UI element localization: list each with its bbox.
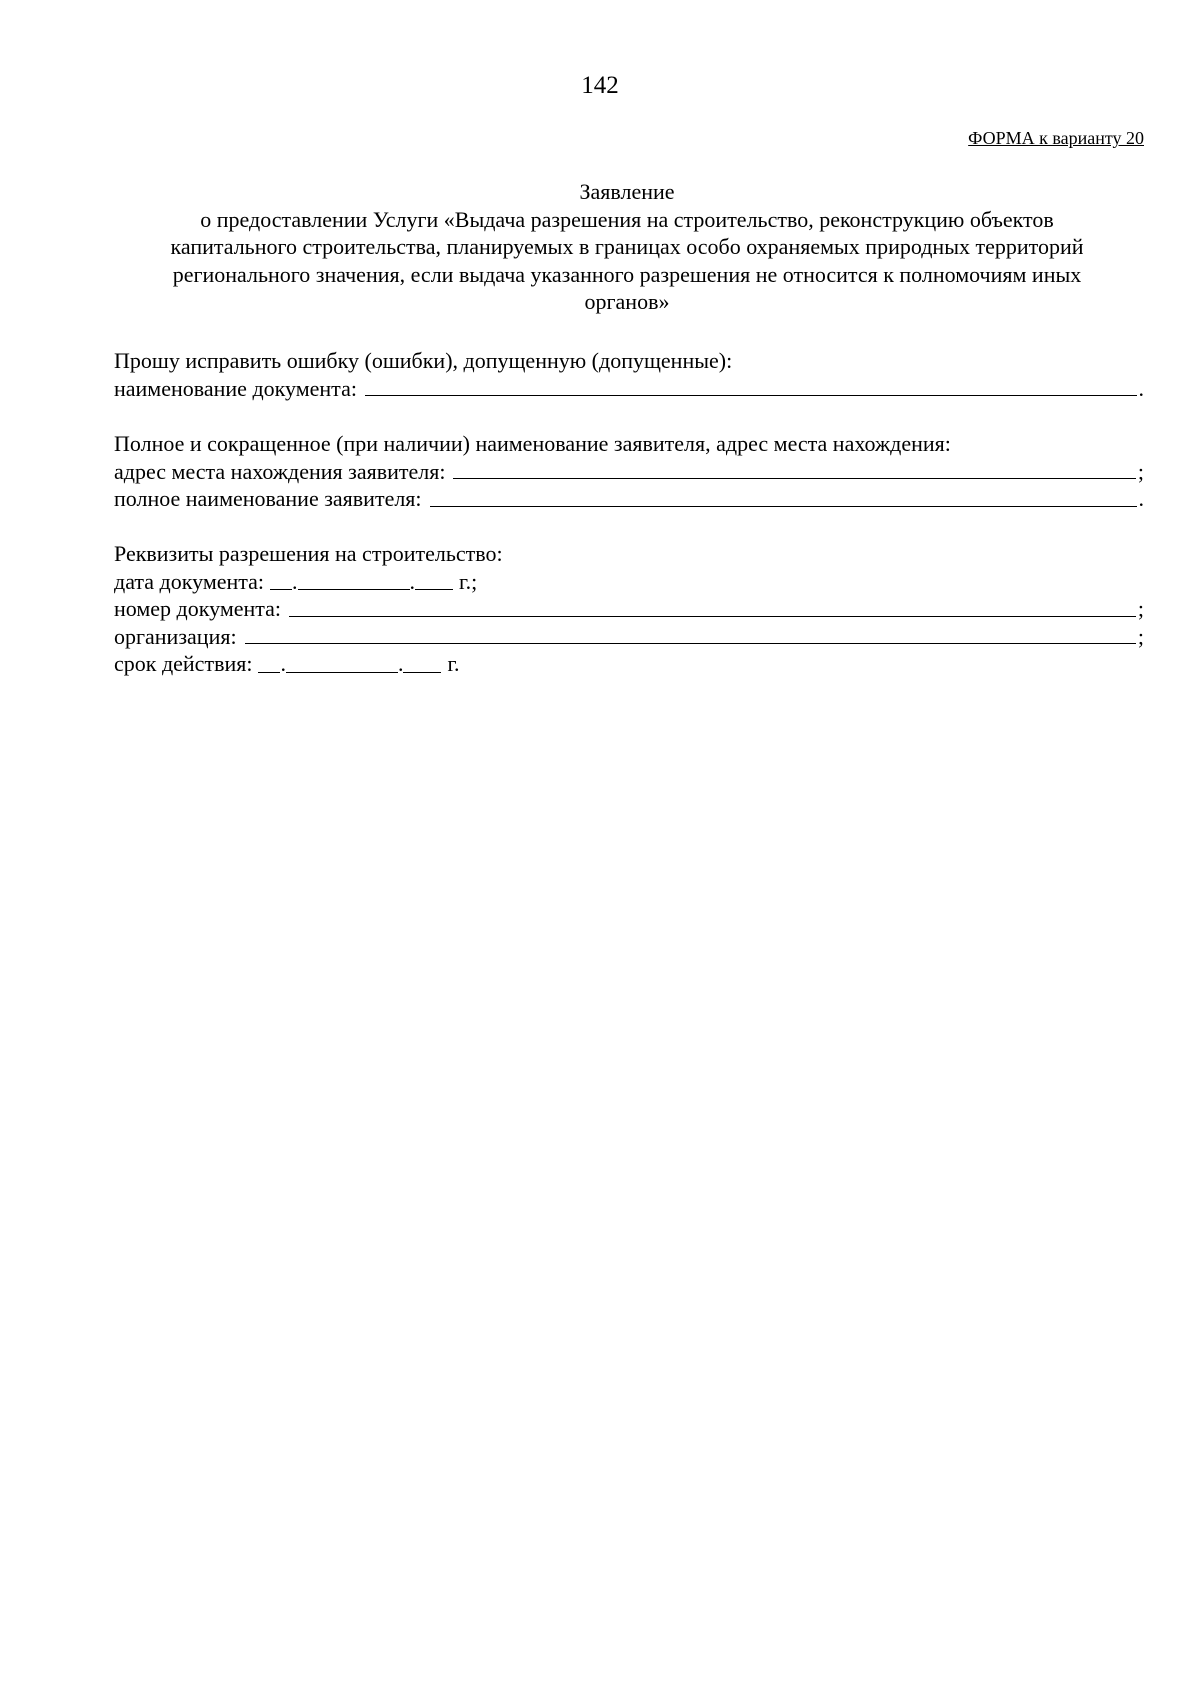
org-row <box>114 623 1144 651</box>
org-field[interactable] <box>245 643 1136 644</box>
doc-date-day-field[interactable] <box>270 569 292 590</box>
doc-number-label: номер документа: <box>114 596 282 621</box>
doc-date-row <box>114 568 1144 596</box>
validity-year-field[interactable] <box>403 652 441 673</box>
full-name-end: . <box>1138 486 1144 511</box>
title-line-1: о предоставлении Услуги «Выдача разрешения на строительство, реконструкцию объектов <box>200 206 1054 232</box>
doc-name-field[interactable] <box>365 395 1137 396</box>
doc-number-field[interactable] <box>289 616 1136 617</box>
doc-date-year-field[interactable] <box>415 569 453 590</box>
title-line-3: регионального значения, если выдача указанного разрешения не относится к полномочиям иных <box>172 261 1082 287</box>
validity-day-field[interactable] <box>258 652 280 673</box>
address-row <box>114 458 1144 486</box>
doc-date-month-field[interactable] <box>298 569 410 590</box>
doc-number-row <box>114 595 1144 623</box>
form-reference: ФОРМА к варианту 20 <box>968 128 1144 148</box>
org-end: ; <box>1137 623 1144 649</box>
full-name-field[interactable] <box>430 506 1137 507</box>
validity-row <box>114 650 1144 678</box>
org-label: организация: <box>114 623 237 649</box>
document-title <box>112 178 1142 316</box>
title-line-4: органов» <box>584 289 670 314</box>
full-name-label: полное наименование заявителя: <box>114 486 422 511</box>
page-number: 142 <box>581 72 619 99</box>
address-end: ; <box>1137 458 1144 484</box>
validity-dot-2: . <box>397 651 404 676</box>
applicant-section <box>114 430 1144 513</box>
doc-date-suffix: г.; <box>459 568 478 594</box>
title-line-2: капитального строительства, планируемых в границах особо охраняемых природных территорий <box>170 234 1084 259</box>
error-section <box>114 347 1144 402</box>
address-field[interactable] <box>453 478 1135 479</box>
title-heading: Заявление <box>579 179 675 204</box>
full-name-row <box>114 485 1144 513</box>
validity-dot-1: . <box>280 651 286 676</box>
address-label: адрес места нахождения заявителя: <box>114 458 446 484</box>
doc-date-dot-1: . <box>292 568 298 594</box>
doc-date-label: дата документа: <box>114 568 265 594</box>
validity-suffix: г. <box>447 651 460 676</box>
validity-month-field[interactable] <box>286 652 398 673</box>
validity-label: срок действия: <box>114 651 253 676</box>
doc-name-label: наименование документа: <box>114 375 357 401</box>
doc-number-end: ; <box>1137 596 1144 621</box>
doc-date-dot-2: . <box>409 568 416 594</box>
permit-intro: Реквизиты разрешения на строительство: <box>114 541 503 566</box>
doc-name-end: . <box>1138 375 1144 401</box>
permit-section <box>114 540 1144 678</box>
applicant-intro: Полное и сокращенное (при наличии) наименование заявителя, адрес места нахождения: <box>114 431 951 456</box>
doc-name-row <box>114 375 1144 403</box>
error-intro: Прошу исправить ошибку (ошибки), допущенную (допущенные): <box>114 348 733 373</box>
